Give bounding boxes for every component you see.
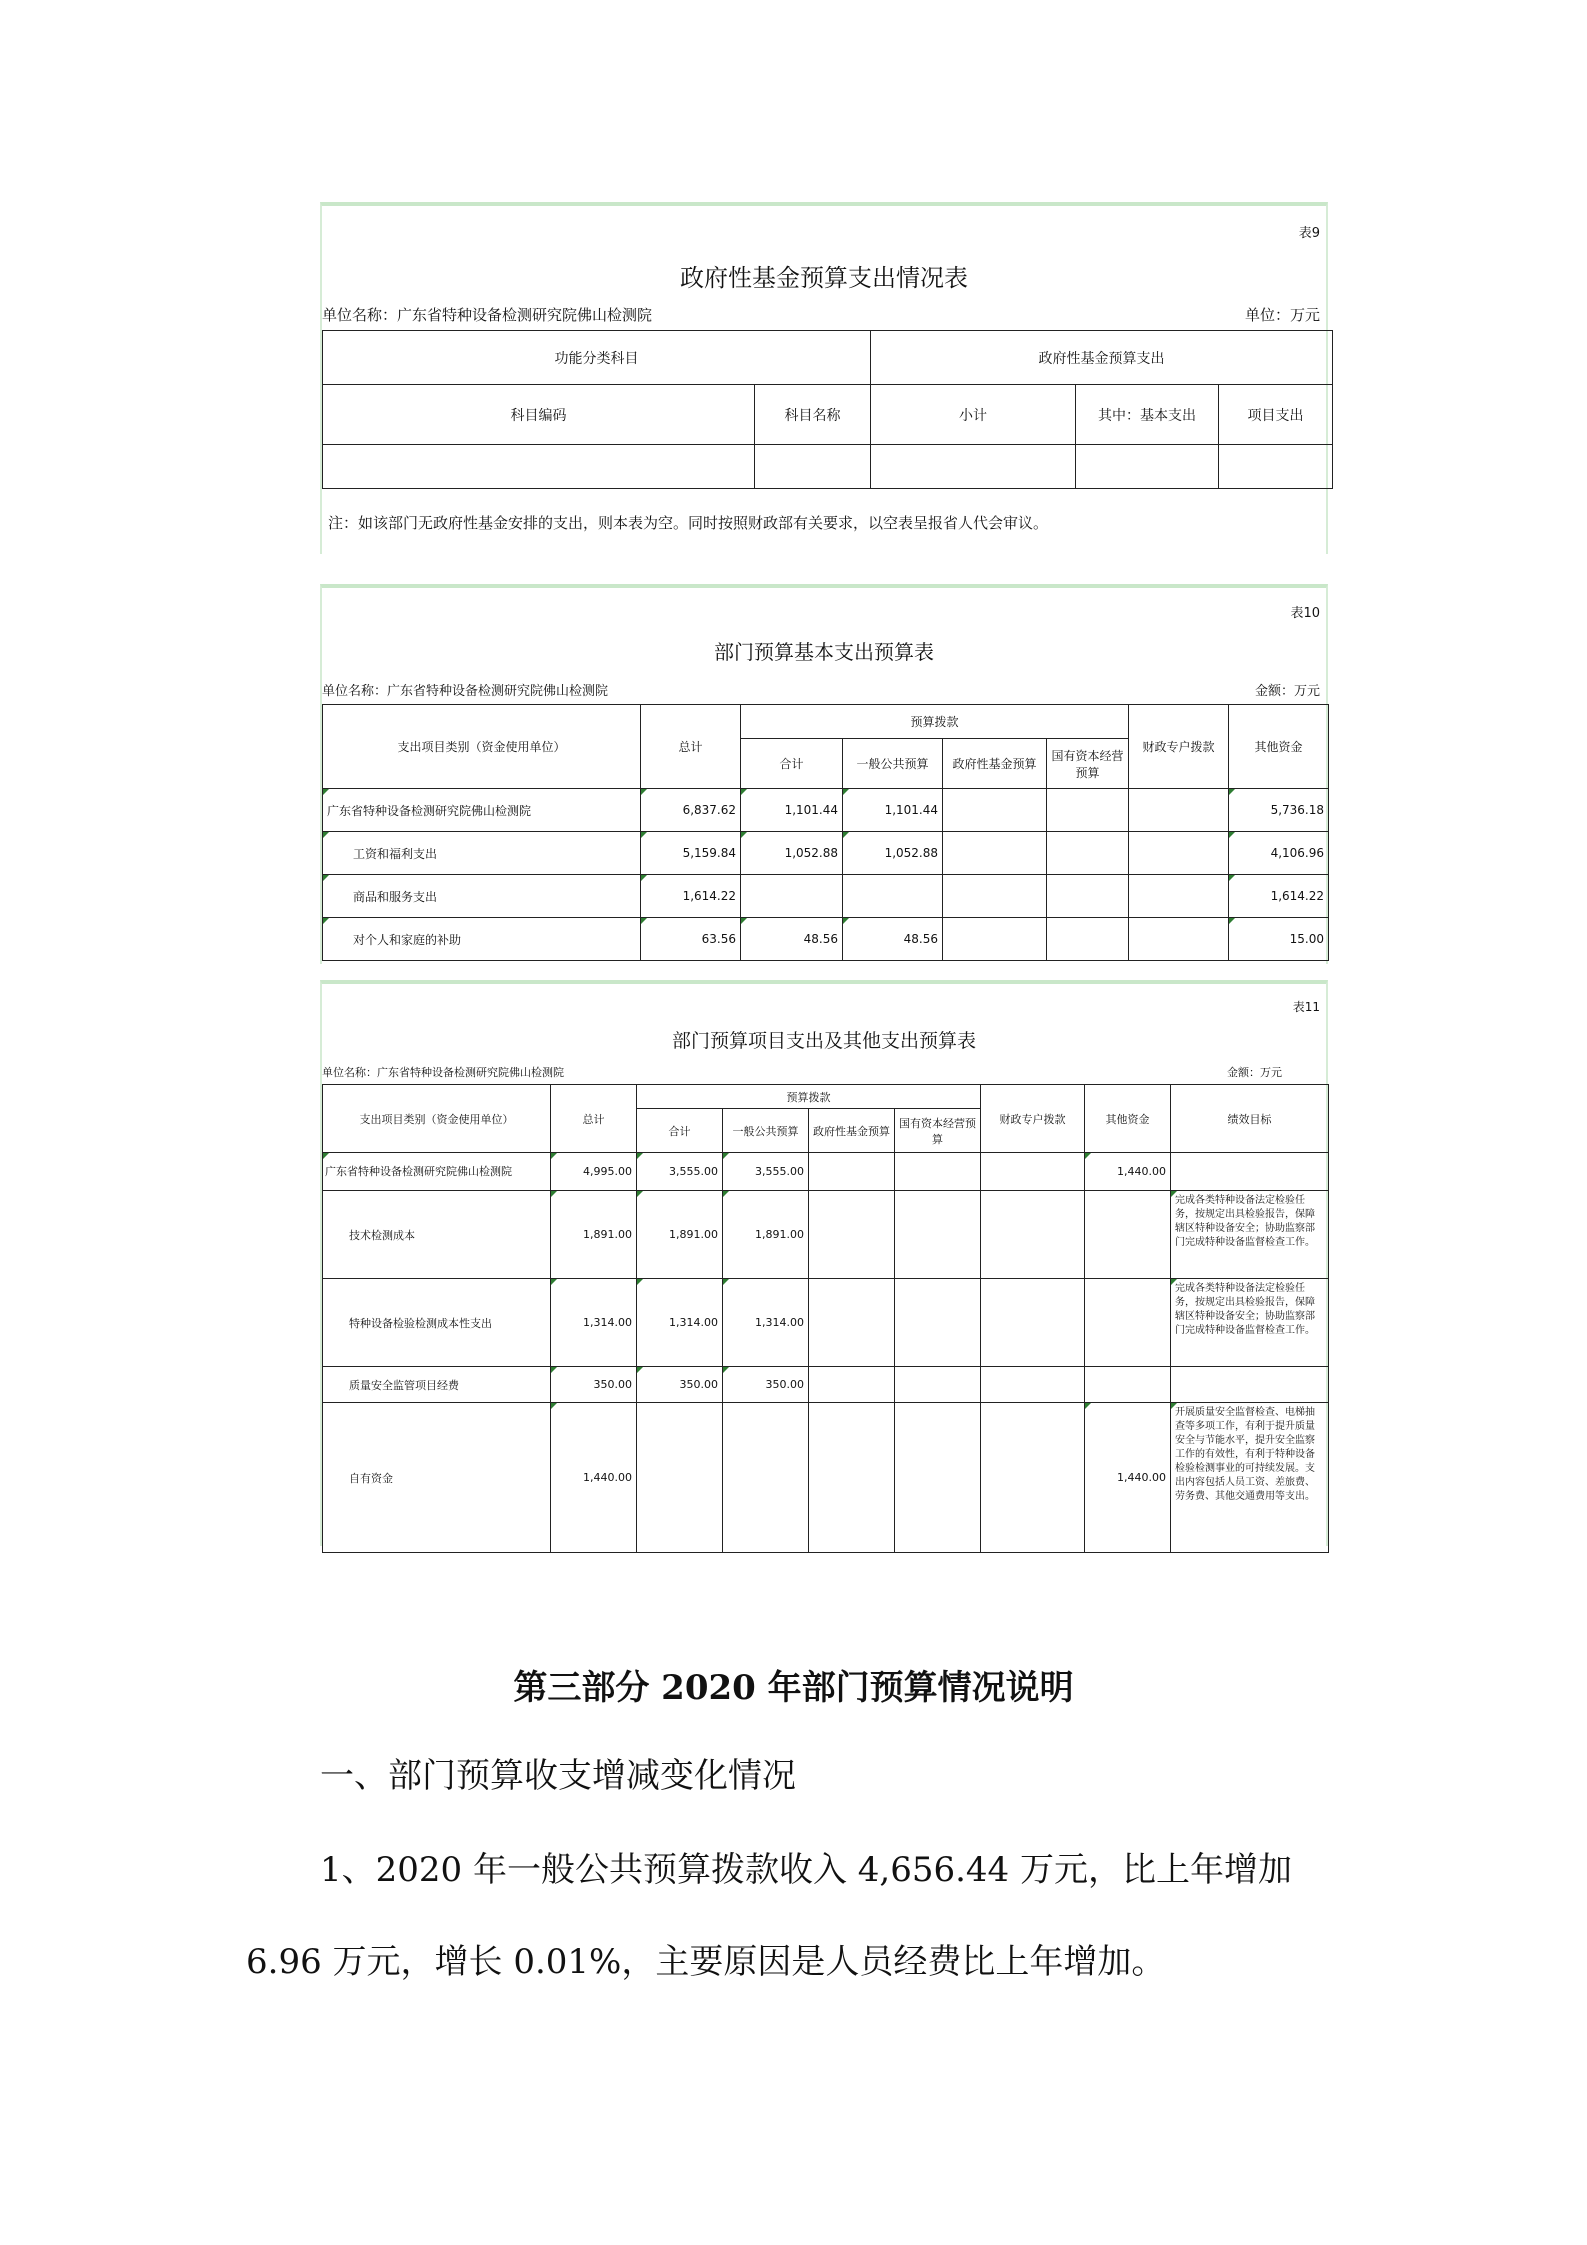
table11-cell-goal [1171, 1153, 1329, 1191]
table10-cell-sum [741, 875, 843, 918]
table11-header-other: 其他资金 [1085, 1085, 1171, 1153]
table10-cell-sum: 1,052.88 [741, 832, 843, 875]
table9-header-name: 科目名称 [755, 385, 871, 445]
table11-cell-other: 1,440.00 [1085, 1153, 1171, 1191]
table11-cell-other [1085, 1367, 1171, 1403]
table-row [323, 1153, 1329, 1191]
table11-cell-other [1085, 1191, 1171, 1279]
table11-cell-total: 1,440.00 [551, 1403, 637, 1553]
table10-cell-total: 1,614.22 [641, 875, 741, 918]
table10-unit: 金额：万元 [1254, 684, 1320, 699]
table11-cell-sum: 1,891.00 [637, 1191, 723, 1279]
table10-row-name: 对个人和家庭的补助 [323, 918, 641, 961]
table10-cell-other: 5,736.18 [1229, 789, 1329, 832]
table10-cell-other: 1,614.22 [1229, 875, 1329, 918]
table9-unit: 单位：万元 [1244, 306, 1320, 324]
table11-cell-other: 1,440.00 [1085, 1403, 1171, 1553]
table9-header-subtotal: 小计 [871, 385, 1076, 445]
table-row [323, 875, 1329, 918]
table11-unit-name: 单位名称：广东省特种设备检测研究院佛山检测院 [322, 1066, 564, 1079]
table-row [323, 832, 1329, 875]
table10-cell-state-capital [1047, 918, 1129, 961]
section-paragraph-line2: 6.96 万元，增长 0.01%，主要原因是人员经费比上年增加。 [246, 1942, 1166, 1982]
table10-number: 表10 [1290, 606, 1320, 621]
table9-note: 注：如该部门无政府性基金安排的支出，则本表为空。同时按照财政部有关要求，以空表呈报省人代会审议。 [328, 514, 1049, 532]
table11-grid [322, 1084, 1329, 1553]
table11-cell-total: 4,995.00 [551, 1153, 637, 1191]
table11-cell-goal [1171, 1367, 1329, 1403]
table10-cell-special [1129, 918, 1229, 961]
table11-cell-general: 350.00 [723, 1367, 809, 1403]
table11-cell-general: 1,314.00 [723, 1279, 809, 1367]
table11-cell-other [1085, 1279, 1171, 1367]
table11-header-sum: 合计 [637, 1109, 723, 1153]
table9-empty-row [323, 445, 1333, 489]
table10-cell-total: 63.56 [641, 918, 741, 961]
table10-grid [322, 704, 1329, 961]
table-row [323, 918, 1329, 961]
table11-row-name: 特种设备检验检测成本性支出 [323, 1279, 551, 1367]
table10-cell-state-capital [1047, 832, 1129, 875]
table10-header-other: 其他资金 [1229, 705, 1329, 789]
table11-number: 表11 [1292, 1000, 1320, 1014]
table11-header-gov-fund: 政府性基金预算 [809, 1109, 895, 1153]
table10-cell-sum: 48.56 [741, 918, 843, 961]
table11-cell-sum [637, 1403, 723, 1553]
table9-grid [322, 330, 1333, 489]
table10-cell-gov-fund [943, 832, 1047, 875]
table11-cell-general: 3,555.00 [723, 1153, 809, 1191]
table-row [323, 1191, 1329, 1279]
table10-unit-name: 单位名称：广东省特种设备检测研究院佛山检测院 [322, 684, 609, 699]
table11-cell-total: 350.00 [551, 1367, 637, 1403]
table9-number: 表9 [1298, 226, 1320, 241]
table10-cell-gov-fund [943, 918, 1047, 961]
table-row [323, 1279, 1329, 1367]
table10-cell-other: 15.00 [1229, 918, 1329, 961]
table11-header-general: 一般公共预算 [723, 1109, 809, 1153]
table11-title: 部门预算项目支出及其他支出预算表 [671, 1030, 976, 1052]
table10-cell-sum: 1,101.44 [741, 789, 843, 832]
table10-cell-general [843, 875, 943, 918]
section-paragraph-line1: 1、2020 年一般公共预算拨款收入 4,656.44 万元，比上年增加 [320, 1850, 1292, 1890]
table10-row-name: 商品和服务支出 [323, 875, 641, 918]
table-row [323, 1403, 1329, 1553]
table10-cell-state-capital [1047, 875, 1129, 918]
table11-cell-sum: 3,555.00 [637, 1153, 723, 1191]
table11-cell-goal: 完成各类特种设备法定检验任务，按规定出具检验报告，保障辖区特种设备安全；协助监察部门完成特种设备监督检查工作。 [1171, 1191, 1329, 1279]
table10-header-category: 支出项目类别（资金使用单位） [323, 705, 641, 789]
table10-cell-special [1129, 875, 1229, 918]
table9-header-fund-expense: 政府性基金预算支出 [871, 331, 1333, 385]
table10-header-state-capital: 国有资本经营预算 [1047, 739, 1129, 789]
section-subheading: 一、部门预算收支增减变化情况 [320, 1756, 796, 1796]
table11-row-name: 广东省特种设备检测研究院佛山检测院 [323, 1153, 551, 1191]
table10-row-name: 广东省特种设备检测研究院佛山检测院 [323, 789, 641, 832]
table9-header-project: 项目支出 [1219, 385, 1333, 445]
table10-cell-gov-fund [943, 875, 1047, 918]
table11-cell-general [723, 1403, 809, 1553]
table10-cell-general: 48.56 [843, 918, 943, 961]
table11-row-name: 技术检测成本 [323, 1191, 551, 1279]
table10-cell-gov-fund [943, 789, 1047, 832]
table-row [323, 789, 1329, 832]
table11-cell-goal: 完成各类特种设备法定检验任务，按规定出具检验报告，保障辖区特种设备安全；协助监察部门完成特种设备监督检查工作。 [1171, 1279, 1329, 1367]
table10-cell-special [1129, 789, 1229, 832]
table11-cell-total: 1,314.00 [551, 1279, 637, 1367]
table9-title: 政府性基金预算支出情况表 [680, 264, 968, 292]
table10-header-budget-alloc: 预算拨款 [741, 705, 1129, 739]
table-row [323, 1367, 1329, 1403]
table9-header-basic: 其中：基本支出 [1076, 385, 1219, 445]
table11-row-name: 质量安全监管项目经费 [323, 1367, 551, 1403]
table9-panel [320, 202, 1328, 554]
table10-cell-state-capital [1047, 789, 1129, 832]
table10-header-total: 总计 [641, 705, 741, 789]
table11-header-goal: 绩效目标 [1171, 1085, 1329, 1153]
table10-header-general: 一般公共预算 [843, 739, 943, 789]
table11-header-state-capital: 国有资本经营预算 [895, 1109, 981, 1153]
table11-cell-general: 1,891.00 [723, 1191, 809, 1279]
table10-panel [320, 584, 1328, 964]
table11-header-category: 支出项目类别（资金使用单位） [323, 1085, 551, 1153]
table11-panel [320, 980, 1328, 1546]
table10-title: 部门预算基本支出预算表 [714, 640, 934, 664]
table10-cell-general: 1,052.88 [843, 832, 943, 875]
section-heading: 第三部分 2020 年部门预算情况说明 [513, 1668, 1074, 1708]
table9-header-functional: 功能分类科目 [323, 331, 871, 385]
table10-header-special: 财政专户拨款 [1129, 705, 1229, 789]
table10-cell-other: 4,106.96 [1229, 832, 1329, 875]
table11-cell-goal: 开展质量安全监督检查、电梯抽查等多项工作，有利于提升质量安全与节能水平，提升安全监察工作的有效性，有利于特种设备检验检测事业的可持续发展。支出内容包括人员工资、差旅费、劳务费、其他交通费用等支出。 [1171, 1403, 1329, 1553]
table11-cell-sum: 1,314.00 [637, 1279, 723, 1367]
table10-row-name: 工资和福利支出 [323, 832, 641, 875]
table11-row-name: 自有资金 [323, 1403, 551, 1553]
table11-header-budget-alloc: 预算拨款 [637, 1085, 981, 1109]
table11-cell-sum: 350.00 [637, 1367, 723, 1403]
table11-header-total: 总计 [551, 1085, 637, 1153]
table10-header-sum: 合计 [741, 739, 843, 789]
table9-header-code: 科目编码 [323, 385, 755, 445]
table11-header-special: 财政专户拨款 [981, 1085, 1085, 1153]
table10-cell-general: 1,101.44 [843, 789, 943, 832]
table10-cell-total: 5,159.84 [641, 832, 741, 875]
table10-header-gov-fund: 政府性基金预算 [943, 739, 1047, 789]
table10-cell-total: 6,837.62 [641, 789, 741, 832]
table9-unit-name: 单位名称：广东省特种设备检测研究院佛山检测院 [322, 306, 653, 324]
table11-unit: 金额：万元 [1227, 1066, 1282, 1079]
table11-cell-total: 1,891.00 [551, 1191, 637, 1279]
table10-cell-special [1129, 832, 1229, 875]
